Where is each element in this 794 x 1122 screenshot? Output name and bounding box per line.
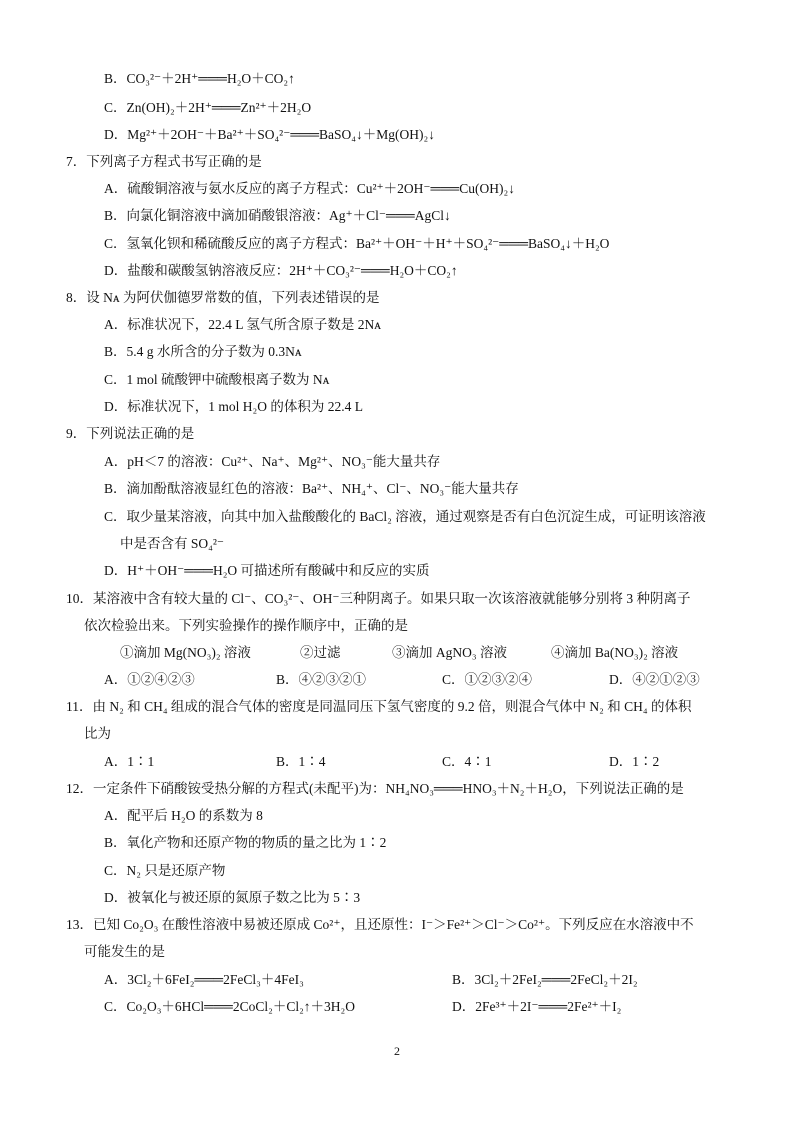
q11-option-d: D．1∶2 — [609, 754, 660, 769]
q12-option-b: B．氧化产物和还原产物的物质的量之比为 1∶2 — [104, 835, 387, 850]
q6-option-d: D．Mg²⁺＋2OH⁻＋Ba²⁺＋SO₄²⁻═══BaSO₄↓＋Mg(OH)₂↓ — [104, 127, 435, 142]
q13-option-a: A．3Cl₂＋6FeI₂═══2FeCl₃＋4FeI₃ — [104, 972, 304, 987]
q9-option-a: A．pH＜7 的溶液：Cu²⁺、Na⁺、Mg²⁺、NO₃⁻能大量共存 — [104, 454, 441, 469]
q11-stem: 11．由 N₂ 和 CH₄ 组成的混合气体的密度是同温同压下氢气密度的 9.2 倍，则混合气体中 N₂ 和 CH₄ 的体积 — [66, 699, 692, 714]
q10-option-c: C．①②③②④ — [442, 672, 533, 687]
q7-option-a: A．硫酸铜溶液与氨水反应的离子方程式：Cu²⁺＋2OH⁻═══Cu(OH)₂↓ — [104, 181, 515, 196]
q7-option-d: D．盐酸和碳酸氢钠溶液反应：2H⁺＋CO₃²⁻═══H₂O＋CO₂↑ — [104, 263, 458, 278]
q10-step-3: ③滴加 AgNO₃ 溶液 — [392, 645, 507, 660]
q8-option-c: C．1 mol 硫酸钾中硫酸根离子数为 Nᴀ — [104, 372, 330, 387]
q7-option-c: C．氢氧化钡和稀硫酸反应的离子方程式：Ba²⁺＋OH⁻＋H⁺＋SO₄²⁻═══BaSO₄↓＋H₂O — [104, 236, 610, 251]
q8-stem: 8．设 Nᴀ 为阿伏伽德罗常数的值，下列表述错误的是 — [66, 290, 380, 305]
q8-option-a: A．标准状况下，22.4 L 氢气所含原子数是 2Nᴀ — [104, 317, 382, 332]
q10-step-4: ④滴加 Ba(NO₃)₂ 溶液 — [551, 645, 679, 660]
q10-step-2: ②过滤 — [300, 645, 341, 660]
q13-option-d: D．2Fe³⁺＋2I⁻═══2Fe²⁺＋I₂ — [452, 999, 622, 1014]
q12-option-a: A．配平后 H₂O 的系数为 8 — [104, 808, 263, 823]
q12-option-d: D．被氧化与被还原的氮原子数之比为 5∶3 — [104, 890, 361, 905]
q11-option-a: A．1∶1 — [104, 754, 155, 769]
q11-option-b: B．1∶4 — [276, 754, 326, 769]
q9-stem: 9．下列说法正确的是 — [66, 426, 195, 441]
q13-option-c: C．Co₂O₃＋6HCl═══2CoCl₂＋Cl₂↑＋3H₂O — [104, 999, 356, 1014]
q9-option-c: C．取少量某溶液，向其中加入盐酸酸化的 BaCl₂ 溶液，通过观察是否有白色沉淀生成，可证明该溶液 — [104, 509, 706, 524]
q13-stem: 13．已知 Co₂O₃ 在酸性溶液中易被还原成 Co²⁺，且还原性：I⁻＞Fe²⁺＞Cl⁻＞Co²⁺。下列反应在水溶液中不 — [66, 917, 694, 932]
q7-stem: 7．下列离子方程式书写正确的是 — [66, 154, 262, 169]
q10-step-1: ①滴加 Mg(NO₃)₂ 溶液 — [120, 645, 251, 660]
q12-stem: 12．一定条件下硝酸铵受热分解的方程式(未配平)为：NH₄NO₃═══HNO₃＋N₂＋H₂O，下列说法正确的是 — [66, 781, 684, 796]
q10-option-a: A．①②④②③ — [104, 672, 195, 687]
q11-stem-cont: 比为 — [84, 726, 111, 741]
q11-option-c: C．4∶1 — [442, 754, 492, 769]
q7-option-b: B．向氯化铜溶液中滴加硝酸银溶液：Ag⁺＋Cl⁻═══AgCl↓ — [104, 208, 451, 223]
q12-option-c: C．N₂ 只是还原产物 — [104, 863, 226, 878]
q9-option-b: B．滴加酚酞溶液显红色的溶液：Ba²⁺、NH₄⁺、Cl⁻、NO₃⁻能大量共存 — [104, 481, 519, 496]
page-number: 2 — [394, 1044, 400, 1058]
q10-option-b: B．④②③②① — [276, 672, 367, 687]
q9-option-d: D．H⁺＋OH⁻═══H₂O 可描述所有酸碱中和反应的实质 — [104, 563, 430, 578]
q10-stem: 10．某溶液中含有较大量的 Cl⁻、CO₃²⁻、OH⁻三种阴离子。如果只取一次该溶液就能够分别将 3 种阴离子 — [66, 591, 691, 606]
q13-option-b: B．3Cl₂＋2FeI₂═══2FeCl₂＋2I₂ — [452, 972, 638, 987]
q8-option-b: B．5.4 g 水所含的分子数为 0.3Nᴀ — [104, 344, 302, 359]
q13-stem-cont: 可能发生的是 — [84, 944, 165, 959]
q9-option-c-cont: 中是否含有 SO₄²⁻ — [120, 536, 225, 551]
q6-option-b: B．CO₃²⁻＋2H⁺═══H₂O＋CO₂↑ — [104, 71, 295, 86]
q10-option-d: D．④②①②③ — [609, 672, 700, 687]
q10-stem-cont: 依次检验出来。下列实验操作的操作顺序中，正确的是 — [84, 618, 408, 633]
q8-option-d: D．标准状况下，1 mol H₂O 的体积为 22.4 L — [104, 399, 363, 414]
q6-option-c: C．Zn(OH)₂＋2H⁺═══Zn²⁺＋2H₂O — [104, 100, 312, 115]
